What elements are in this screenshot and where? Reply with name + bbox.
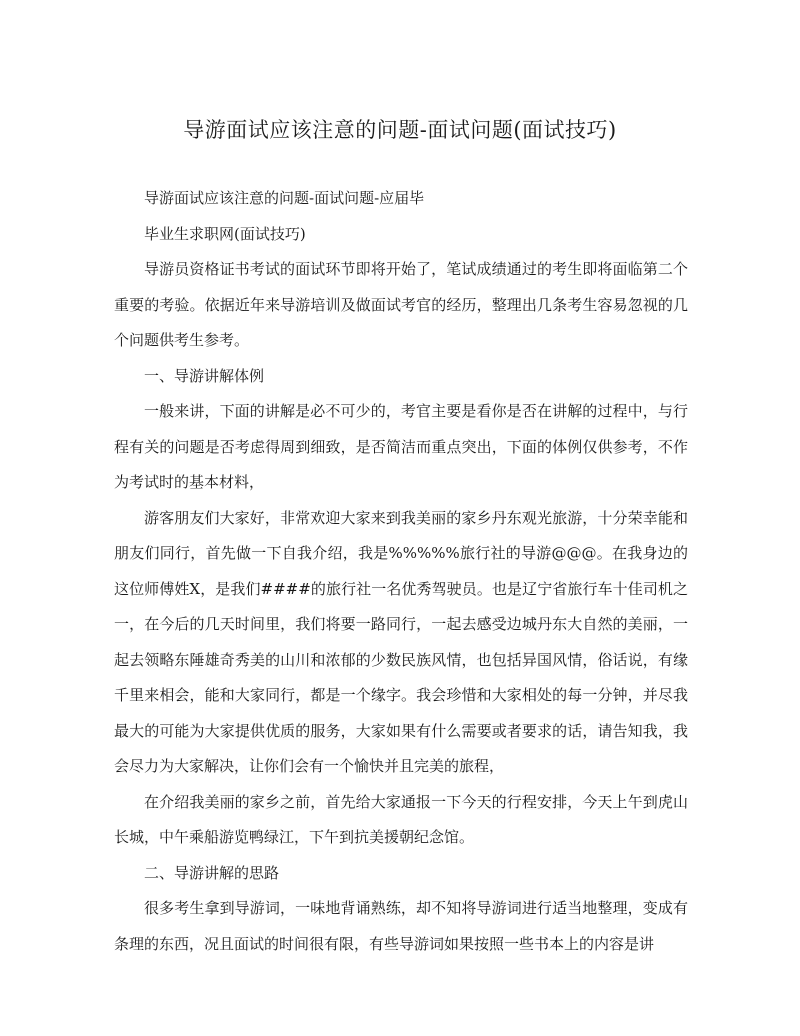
document-body	[114, 181, 688, 962]
paragraph: 一般来讲，下面的讲解是必不可少的，考官主要是看你是否在讲解的过程中，与行程有关的问题是否考虑得周到细致，是否简洁而重点突出，下面的体例仅供参考，不作为考试时的基本材料，	[114, 402, 688, 491]
section-heading: 二、导游讲解的思路	[144, 863, 280, 882]
paragraph: 在介绍我美丽的家乡之前，首先给大家通报一下今天的行程安排，今天上午到虎山长城，中午乘船游览鸭绿江，下午到抗美援朝纪念馆。	[114, 792, 688, 846]
paragraph: 导游员资格证书考试的面试环节即将开始了，笔试成绩通过的考生即将面临第二个重要的考验。依据近年来导游培训及做面试考官的经历，整理出几条考生容易忽视的几个问题供考生参考。	[114, 260, 688, 349]
paragraph: 导游面试应该注意的问题-面试问题-应届毕	[144, 189, 425, 207]
section-heading: 一、导游讲解体例	[144, 366, 265, 385]
document-title: 导游面试应该注意的问题-面试问题(面试技巧)	[183, 118, 617, 142]
paragraph: 很多考生拿到导游词，一味地背诵熟练，却不知将导游词进行适当地整理，变成有条理的东西，况且面试的时间很有限，有些导游词如果按照一些书本上的内容是讲	[114, 899, 688, 953]
paragraph: 毕业生求职网(面试技巧)	[144, 224, 306, 243]
paragraph: 游客朋友们大家好，非常欢迎大家来到我美丽的家乡丹东观光旅游，十分荣幸能和朋友们同行，首先做一下自我介绍，我是%%%%%旅行社的导游@@@。在我身边的这位师傅姓X，是我们####的旅行社一名优秀驾驶员。也是辽宁省旅行车十佳司机之一，在今后的几天时间里，我们将要一路同行，一起去感受边城丹东大自然的美丽，一起去领略东陲雄奇秀美的山川和浓郁的少数民族风情，也包括异国风情，俗话说，有缘千里来相会，能和大家同行，都是一个缘字。我会珍惜和大家相处的每一分钟，并尽我最大的可能为大家提供优质的服务，大家如果有什么需要或者要求的话，请告知我，我会尽力为大家解决，让你们会有一个愉快并且完美的旅程，	[114, 508, 688, 775]
